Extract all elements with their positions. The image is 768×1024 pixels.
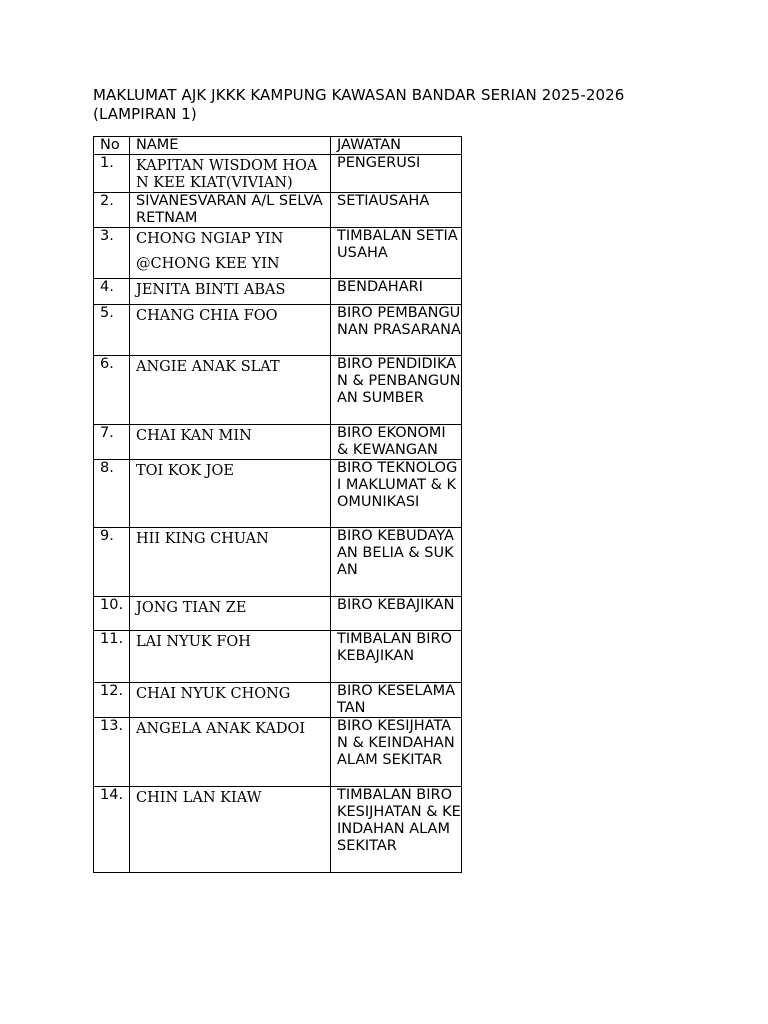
row-jawatan: BIRO KEBUDAYAAN BELIA & SUKAN <box>331 528 462 597</box>
row-name: JONG TIAN ZE <box>130 597 331 631</box>
table-row <box>94 305 462 356</box>
row-name: CHAI NYUK CHONG <box>130 683 331 718</box>
table-row <box>94 528 462 597</box>
title-line-1: MAKLUMAT AJK JKKK KAMPUNG KAWASAN BANDAR SERIAN 2025-2026 <box>93 86 625 104</box>
row-name <box>130 228 331 279</box>
table-row <box>94 718 462 787</box>
row-no: 10. <box>94 597 130 631</box>
table-row <box>94 597 462 631</box>
table-row <box>94 683 462 718</box>
header-name: NAME <box>130 137 331 155</box>
title-line-2: (LAMPIRAN 1) <box>93 105 197 123</box>
row-name: JENITA BINTI ABAS <box>130 279 331 305</box>
row-name: HII KING CHUAN <box>130 528 331 597</box>
row-jawatan: BIRO KESIJHATAN & KEINDAHAN ALAM SEKITAR <box>331 718 462 787</box>
row-name: CHAI KAN MIN <box>130 425 331 460</box>
document-title <box>93 86 693 124</box>
row-no: 8. <box>94 460 130 528</box>
committee-table <box>93 136 462 873</box>
row-jawatan: TIMBALAN SETIAUSAHA <box>331 228 462 279</box>
row-no: 11. <box>94 631 130 683</box>
header-no: No <box>94 137 130 155</box>
row-jawatan: PENGERUSI <box>331 155 462 193</box>
row-no: 14. <box>94 787 130 873</box>
table-row <box>94 787 462 873</box>
row-name: SIVANESVARAN A/L SELVARETNAM <box>130 193 331 228</box>
table-row <box>94 155 462 193</box>
row-no: 12. <box>94 683 130 718</box>
row-jawatan: BIRO KESELAMATAN <box>331 683 462 718</box>
table-row <box>94 279 462 305</box>
row-jawatan: BIRO PENDIDIKAN & PENBANGUNAN SUMBER <box>331 356 462 425</box>
table-row <box>94 425 462 460</box>
row-no: 13. <box>94 718 130 787</box>
row-name: CHIN LAN KIAW <box>130 787 331 873</box>
row-name: LAI NYUK FOH <box>130 631 331 683</box>
table-row <box>94 460 462 528</box>
table-header-row <box>94 137 462 155</box>
header-jawatan: JAWATAN <box>331 137 462 155</box>
row-no: 9. <box>94 528 130 597</box>
table-row <box>94 631 462 683</box>
row-name: KAPITAN WISDOM HOAN KEE KIAT(VIVIAN) <box>130 155 331 193</box>
table-row <box>94 356 462 425</box>
name-line-1: CHONG NGIAP YIN <box>136 231 284 247</box>
row-jawatan: BIRO TEKNOLOGI MAKLUMAT & KOMUNIKASI <box>331 460 462 528</box>
table-row <box>94 193 462 228</box>
row-name: ANGIE ANAK SLAT <box>130 356 331 425</box>
name-line-2: @CHONG KEE YIN <box>136 256 280 272</box>
row-name: TOI KOK JOE <box>130 460 331 528</box>
row-jawatan: BIRO EKONOMI & KEWANGAN <box>331 425 462 460</box>
table-row <box>94 228 462 279</box>
row-no: 4. <box>94 279 130 305</box>
row-jawatan: TIMBALAN BIRO KEBAJIKAN <box>331 631 462 683</box>
row-no: 2. <box>94 193 130 228</box>
row-jawatan: BENDAHARI <box>331 279 462 305</box>
row-no: 5. <box>94 305 130 356</box>
row-no: 3. <box>94 228 130 279</box>
row-jawatan: BIRO PEMBANGUNAN PRASARANA <box>331 305 462 356</box>
row-jawatan: SETIAUSAHA <box>331 193 462 228</box>
row-jawatan: TIMBALAN BIRO KESIJHATAN & KEINDAHAN ALAM SEKITAR <box>331 787 462 873</box>
row-no: 7. <box>94 425 130 460</box>
row-name: ANGELA ANAK KADOI <box>130 718 331 787</box>
row-no: 1. <box>94 155 130 193</box>
row-jawatan: BIRO KEBAJIKAN <box>331 597 462 631</box>
row-no: 6. <box>94 356 130 425</box>
row-name: CHANG CHIA FOO <box>130 305 331 356</box>
